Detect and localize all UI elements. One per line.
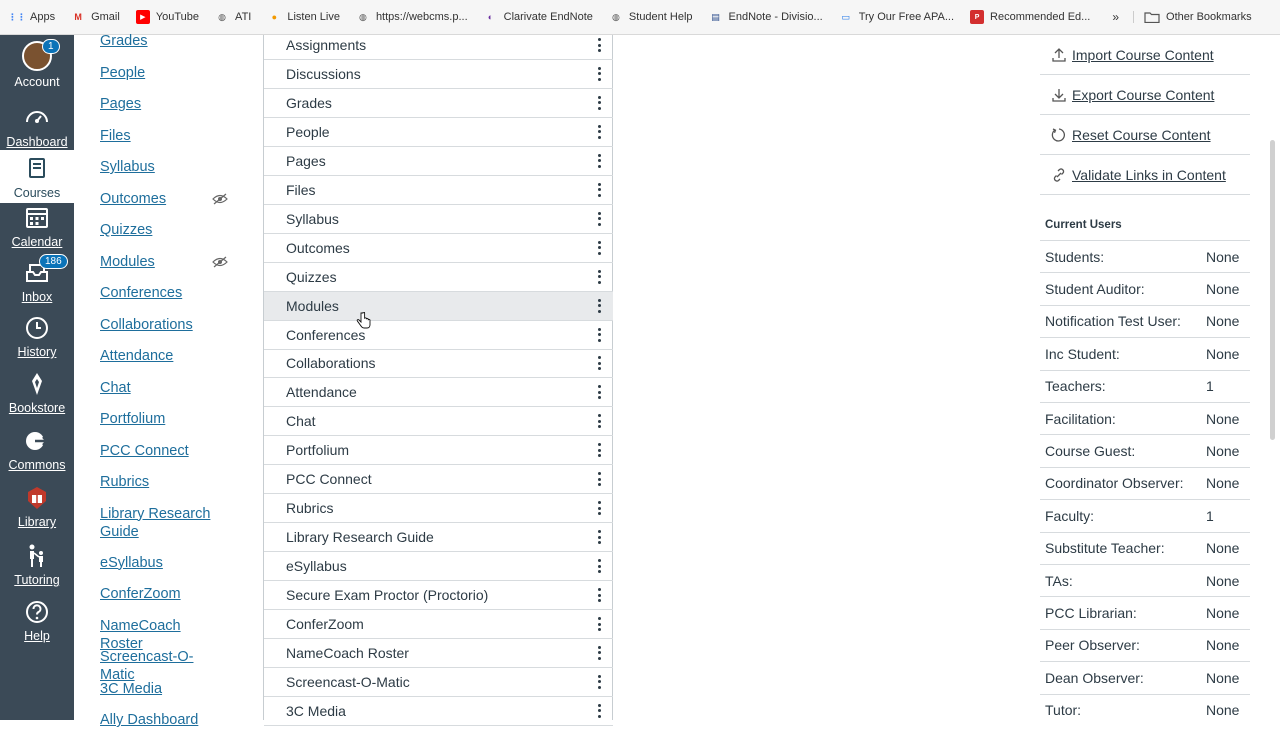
course-nav-link[interactable]: Rubrics (100, 474, 150, 490)
tutoring-icon (24, 543, 50, 569)
course-nav-link[interactable]: Syllabus (100, 159, 155, 175)
nav-settings-row[interactable] (264, 176, 613, 205)
sidebar-action[interactable] (1040, 115, 1250, 155)
bookmark-label: Try Our Free APA... (858, 11, 955, 23)
nav-settings-row[interactable] (264, 668, 613, 697)
kebab-menu-icon[interactable] (597, 646, 601, 660)
nav-settings-row[interactable] (264, 349, 613, 378)
nav-settings-label: Collaborations (286, 355, 376, 372)
course-navigation (74, 33, 263, 728)
courses-icon (24, 156, 50, 182)
bookmark-label: Student Help (628, 11, 693, 23)
commons-icon (24, 428, 50, 454)
user-role-label: Course Guest: (1045, 443, 1136, 460)
kebab-menu-icon[interactable] (597, 530, 601, 544)
kebab-menu-icon[interactable] (597, 212, 601, 226)
bookmark-item[interactable] (136, 10, 199, 24)
nav-settings-label: Secure Exam Proctor (Proctorio) (286, 587, 489, 604)
global-nav-tutoring-label: Tutoring (14, 573, 60, 587)
tutoring-icon-wrap (24, 543, 50, 569)
endnote-icon: ◐ (487, 12, 494, 22)
sidebar-action[interactable] (1040, 35, 1250, 75)
sidebar-action[interactable] (1040, 75, 1250, 115)
nav-settings-row[interactable] (264, 321, 613, 350)
other-bookmarks[interactable] (1133, 11, 1252, 23)
nav-settings-label: eSyllabus (286, 558, 347, 575)
nav-settings-row[interactable] (264, 610, 613, 639)
nav-settings-row[interactable] (264, 407, 613, 436)
nav-settings-row[interactable] (264, 263, 613, 292)
user-role-count: 1 (1206, 507, 1214, 524)
nav-settings-row[interactable] (264, 552, 613, 581)
user-role-label: PCC Librarian: (1045, 605, 1137, 622)
course-nav-link[interactable]: Ally Dashboard (100, 712, 199, 728)
global-nav-bookstore-label: Bookstore (8, 401, 66, 415)
user-role-count: None (1206, 637, 1240, 654)
navigation-settings-list (263, 35, 613, 720)
current-users-row (1040, 661, 1250, 693)
user-role-count: None (1206, 443, 1240, 460)
global-nav-calendar[interactable] (0, 205, 74, 249)
nav-settings-label: PCC Connect (286, 471, 372, 488)
user-role-label: Substitute Teacher: (1045, 540, 1165, 557)
reset-icon-wrap (1049, 127, 1069, 143)
course-nav-link[interactable]: Attendance (100, 348, 174, 364)
account-badge: 1 (42, 39, 60, 54)
current-users-row (1040, 532, 1250, 564)
nav-settings-row[interactable] (264, 494, 613, 523)
bookmarks-overflow-button[interactable]: » (1112, 10, 1120, 24)
bookmark-item[interactable] (839, 10, 954, 24)
bookstore-icon-wrap (24, 371, 50, 397)
course-nav-link[interactable]: Portfolium (100, 411, 166, 427)
nav-settings-label: Conferences (286, 326, 366, 343)
sidebar-action-label: Export Course Content (1072, 86, 1215, 103)
bookmark-item[interactable] (356, 10, 468, 24)
avatar (22, 41, 52, 71)
kebab-menu-icon[interactable] (597, 588, 601, 602)
gmail-icon: M (74, 12, 82, 22)
nav-settings-row[interactable] (264, 205, 613, 234)
kebab-menu-icon[interactable] (597, 617, 601, 631)
inbox-badge: 186 (39, 254, 68, 269)
help-icon-wrap (24, 599, 50, 625)
kebab-menu-icon[interactable] (597, 414, 601, 428)
user-role-label: Facilitation: (1045, 410, 1116, 427)
sidebar-action[interactable] (1040, 155, 1250, 195)
bookmark-label: YouTube (155, 11, 200, 23)
global-nav-calendar-label: Calendar (11, 235, 63, 249)
global-nav-account-label: Account (14, 75, 60, 89)
global-nav-account[interactable] (0, 41, 74, 89)
bookmark-item[interactable] (484, 10, 593, 24)
history-icon-wrap (24, 315, 50, 341)
nav-settings-row[interactable] (264, 523, 613, 552)
global-nav-library[interactable] (0, 485, 74, 529)
help-icon (24, 599, 50, 625)
pointer-cursor-icon (356, 312, 372, 330)
course-nav-link[interactable]: Screencast-O-Matic (100, 649, 194, 683)
user-role-count: None (1206, 702, 1240, 719)
user-role-count: 1 (1206, 378, 1214, 395)
calendar-icon-wrap (24, 205, 50, 231)
course-nav-link[interactable]: Chat (100, 379, 131, 396)
kebab-menu-icon[interactable] (597, 328, 601, 342)
nav-settings-label: Modules (286, 297, 339, 314)
bookmark-item[interactable] (215, 10, 251, 24)
course-nav-link[interactable]: Collaborations (100, 316, 193, 333)
global-nav-inbox[interactable] (0, 256, 74, 304)
upload-icon-wrap (1049, 47, 1069, 63)
kebab-menu-icon[interactable] (597, 675, 601, 689)
kebab-menu-icon[interactable] (597, 96, 601, 110)
globe-icon: ◍ (359, 11, 367, 22)
link-icon (1051, 167, 1067, 183)
course-nav-link[interactable]: Library Research Guide (100, 505, 211, 540)
library-icon-wrap (24, 485, 50, 511)
global-nav-help[interactable] (0, 599, 74, 643)
course-nav-link[interactable]: Outcomes (100, 190, 167, 207)
nav-settings-label: Outcomes (286, 239, 350, 256)
user-role-count: None (1206, 475, 1240, 492)
other-bookmarks-label: Other Bookmarks (1166, 11, 1252, 23)
nav-settings-row[interactable] (264, 118, 613, 147)
bookmark-label: Gmail (91, 11, 120, 23)
download-icon-wrap (1049, 87, 1069, 103)
nav-settings-row[interactable] (264, 639, 613, 668)
user-role-label: Peer Observer: (1045, 637, 1140, 654)
course-nav-link[interactable]: People (100, 64, 146, 81)
current-users-row (1040, 629, 1250, 661)
sidebar-action-label: Import Course Content (1072, 46, 1214, 63)
nav-settings-label: Rubrics (286, 500, 334, 517)
nav-settings-row[interactable] (264, 31, 613, 60)
upload-icon (1051, 47, 1067, 63)
bookmark-label: https://webcms.p... (375, 11, 468, 23)
current-users-row (1040, 240, 1250, 272)
globe-icon: ◍ (611, 11, 620, 22)
hidden-eye-icon (212, 193, 228, 205)
current-users-row (1040, 337, 1250, 369)
global-nav-help-label: Help (24, 629, 50, 643)
kebab-menu-icon[interactable] (597, 472, 601, 486)
user-role-label: Faculty: (1045, 507, 1095, 524)
global-nav-courses-label: Courses (13, 186, 61, 200)
bookmark-item[interactable] (970, 10, 1090, 24)
link-icon-wrap (1049, 167, 1069, 183)
course-nav-link[interactable]: ConferZoom (100, 586, 181, 602)
global-nav-dashboard[interactable] (0, 105, 74, 149)
sidebar-action-label: Validate Links in Content (1072, 166, 1226, 183)
user-role-label: Inc Student: (1045, 345, 1120, 362)
user-role-label: Student Auditor: (1045, 281, 1145, 298)
inbox-icon-wrap (24, 256, 62, 286)
course-nav-link[interactable]: NameCoach Roster (100, 617, 181, 652)
global-nav-commons-label: Commons (8, 458, 66, 472)
sidebar-action-label: Reset Course Content (1072, 126, 1211, 143)
nav-settings-label: Portfolium (286, 442, 350, 459)
nav-settings-label: Screencast-O-Matic (286, 673, 410, 690)
course-nav-link[interactable]: Conferences (100, 285, 183, 301)
course-nav-link[interactable]: Pages (100, 96, 142, 112)
course-nav-link[interactable]: Quizzes (100, 222, 153, 238)
nav-settings-row[interactable] (264, 147, 613, 176)
apps-grid-icon: ⋮⋮ (8, 11, 26, 22)
global-navigation (0, 35, 74, 720)
course-settings-sidebar (1040, 35, 1250, 720)
user-role-count: None (1206, 410, 1240, 427)
nav-settings-row[interactable] (264, 465, 613, 494)
kebab-menu-icon[interactable] (597, 154, 601, 168)
current-users-row (1040, 272, 1250, 304)
current-users-row (1040, 694, 1250, 726)
user-role-count: None (1206, 313, 1240, 330)
pdf-icon: P (970, 10, 984, 24)
course-nav-link[interactable]: Grades (100, 33, 148, 49)
global-nav-dashboard-label: Dashboard (6, 135, 68, 149)
current-users-title: Current Users (1045, 219, 1122, 231)
user-role-count: None (1206, 345, 1240, 362)
radio-icon: ● (271, 12, 278, 22)
user-role-label: Students: (1045, 248, 1105, 265)
global-nav-commons[interactable] (0, 428, 74, 472)
nav-settings-row[interactable] (264, 292, 613, 321)
course-nav-link[interactable]: eSyllabus (100, 554, 163, 571)
bookmark-label: Listen Live (287, 11, 340, 23)
kebab-menu-icon[interactable] (597, 299, 601, 313)
global-nav-history-label: History (17, 345, 57, 359)
globe-icon: ◍ (218, 11, 226, 22)
nav-settings-label: Chat (286, 413, 316, 430)
kebab-menu-icon[interactable] (597, 704, 601, 718)
kebab-menu-icon[interactable] (597, 443, 601, 457)
global-nav-inbox-label: Inbox (21, 290, 53, 304)
bookmark-item[interactable] (71, 10, 120, 24)
global-nav-tutoring[interactable] (0, 543, 74, 587)
nav-settings-label: 3C Media (286, 702, 346, 719)
user-role-count: None (1206, 669, 1240, 686)
bookmark-label: Recommended Ed... (990, 11, 1091, 23)
user-role-label: Tutor: (1045, 702, 1082, 719)
book-icon: ▭ (841, 11, 850, 22)
library-icon (24, 485, 50, 511)
kebab-menu-icon[interactable] (597, 385, 601, 399)
user-role-count: None (1206, 572, 1240, 589)
user-role-count: None (1206, 605, 1240, 622)
current-users-row (1040, 564, 1250, 596)
nav-settings-label: Assignments (286, 37, 367, 53)
bookmarks-bar (0, 0, 1280, 35)
bookmark-label: ATI (235, 11, 252, 23)
page-scrollbar[interactable] (1270, 140, 1275, 440)
user-role-label: Dean Observer: (1045, 669, 1144, 686)
folder-icon (1144, 11, 1160, 23)
bookmark-label: Apps (30, 11, 56, 23)
course-nav-link[interactable]: Modules (100, 253, 155, 270)
nav-settings-label: People (286, 123, 330, 140)
kebab-menu-icon[interactable] (597, 125, 601, 139)
nav-settings-label: Attendance (286, 384, 357, 401)
kebab-menu-icon[interactable] (597, 38, 601, 52)
library-icon: ▤ (711, 11, 720, 22)
user-role-label: TAs: (1045, 572, 1073, 589)
nav-settings-row[interactable] (264, 234, 613, 263)
dashboard-icon-wrap (24, 105, 50, 131)
dashboard-icon (24, 105, 50, 131)
kebab-menu-icon[interactable] (597, 270, 601, 284)
hidden-eye-icon (212, 256, 228, 268)
nav-settings-label: Syllabus (286, 210, 339, 227)
current-users-row (1040, 434, 1250, 466)
bookmark-item[interactable] (10, 10, 55, 24)
bookmark-item[interactable] (609, 10, 693, 24)
current-users-row (1040, 370, 1250, 402)
user-role-count: None (1206, 248, 1240, 265)
current-users-row (1040, 402, 1250, 434)
commons-icon-wrap (24, 428, 50, 454)
bookmark-item[interactable] (267, 10, 340, 24)
kebab-menu-icon[interactable] (597, 241, 601, 255)
reset-icon (1051, 127, 1067, 143)
nav-settings-label: Files (286, 181, 316, 198)
nav-settings-row[interactable] (264, 697, 613, 726)
kebab-menu-icon[interactable] (597, 183, 601, 197)
global-nav-bookstore[interactable] (0, 371, 74, 415)
nav-settings-row[interactable] (264, 89, 613, 118)
kebab-menu-icon[interactable] (597, 501, 601, 515)
nav-settings-row[interactable] (264, 581, 613, 610)
calendar-icon (24, 205, 50, 231)
current-users-row (1040, 499, 1250, 531)
global-nav-library-label: Library (17, 515, 57, 529)
nav-settings-label: Quizzes (286, 268, 337, 285)
current-users-row (1040, 467, 1250, 499)
bookmark-label: EndNote - Divisio... (728, 11, 823, 23)
global-nav-courses[interactable] (0, 150, 74, 203)
course-nav-link[interactable]: PCC Connect (100, 442, 189, 459)
course-nav-link[interactable]: Files (100, 127, 131, 144)
nav-settings-label: Grades (286, 94, 332, 111)
kebab-menu-icon[interactable] (597, 67, 601, 81)
nav-settings-label: Pages (286, 152, 326, 169)
bookstore-icon (24, 371, 50, 397)
nav-settings-label: Library Research Guide (286, 529, 434, 546)
kebab-menu-icon[interactable] (597, 356, 601, 370)
nav-settings-label: ConferZoom (286, 616, 364, 632)
current-users-row (1040, 596, 1250, 628)
bookmark-item[interactable] (709, 10, 823, 24)
global-nav-history[interactable] (0, 315, 74, 359)
nav-settings-label: NameCoach Roster (286, 644, 409, 661)
current-users-row (1040, 305, 1250, 337)
nav-settings-row[interactable] (264, 378, 613, 407)
user-role-label: Notification Test User: (1045, 313, 1181, 330)
nav-settings-label: Discussions (286, 65, 361, 82)
history-icon (24, 315, 50, 341)
nav-settings-row[interactable] (264, 60, 613, 89)
youtube-icon: ▶ (136, 10, 150, 24)
bookmark-label: Clarivate EndNote (503, 11, 593, 23)
user-role-count: None (1206, 281, 1240, 298)
user-role-label: Teachers: (1045, 378, 1106, 395)
nav-settings-row[interactable] (264, 436, 613, 465)
user-role-count: None (1206, 540, 1240, 557)
courses-icon-wrap (24, 156, 50, 182)
download-icon (1051, 87, 1067, 103)
course-nav-link[interactable]: 3C Media (100, 680, 163, 697)
kebab-menu-icon[interactable] (597, 559, 601, 573)
user-role-label: Coordinator Observer: (1045, 475, 1184, 492)
